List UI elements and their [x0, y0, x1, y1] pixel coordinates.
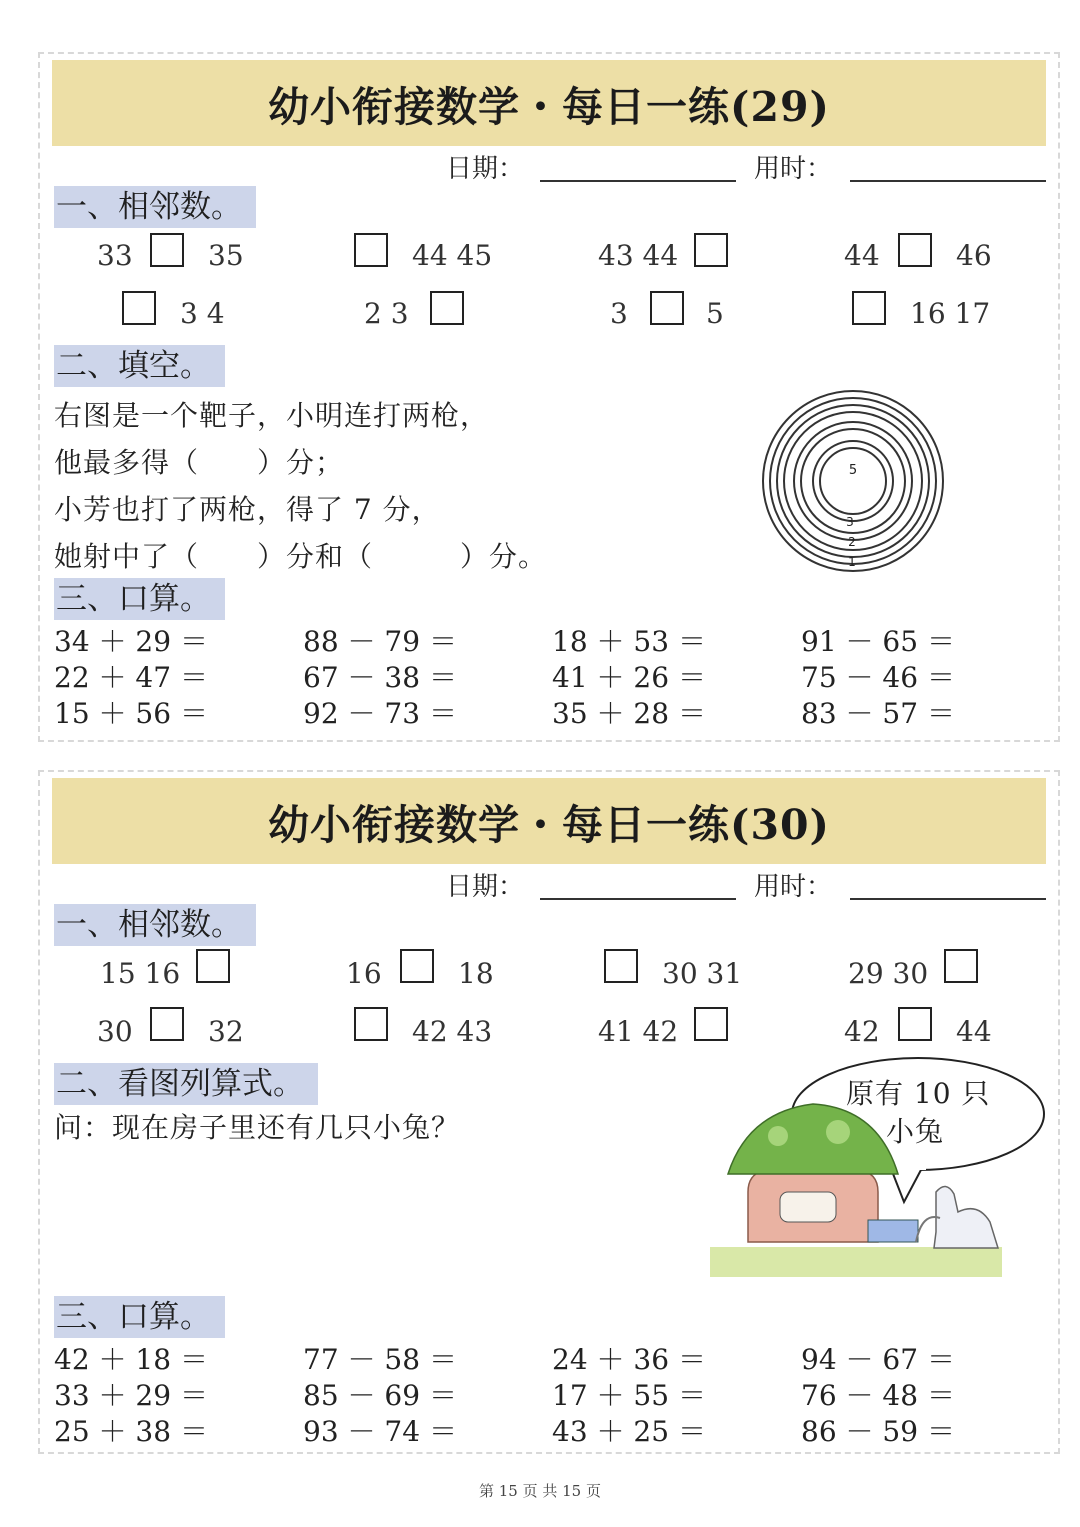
- calc-item: 75 － 46 ＝: [801, 661, 955, 694]
- adjacent-number: 30 31: [662, 957, 743, 990]
- target-label-1: 1: [848, 555, 856, 569]
- adjacent-number: 3 4: [180, 297, 225, 330]
- answer-box[interactable]: [604, 949, 638, 983]
- target-label-3: 3: [846, 515, 854, 529]
- calc-item: 15 ＋ 56 ＝: [54, 697, 208, 730]
- time-blank[interactable]: [850, 148, 1046, 182]
- answer-box[interactable]: [150, 1007, 184, 1041]
- calc-item: 77 － 58 ＝: [303, 1343, 457, 1376]
- adjacent-number: 32: [208, 1015, 244, 1048]
- calc-item: 92 － 73 ＝: [303, 697, 457, 730]
- adjacent-number: 3: [610, 297, 628, 330]
- adjacent-number: 18: [458, 957, 494, 990]
- adjacent-number: 16: [346, 957, 382, 990]
- title-banner: [52, 778, 1046, 864]
- exercise-card-30: [38, 770, 1060, 1454]
- calc-item: 91 － 65 ＝: [801, 625, 955, 658]
- question-line: 问：现在房子里还有几只小兔？: [54, 1111, 461, 1144]
- date-time-row: [40, 148, 1058, 188]
- adjacent-number: 15 16: [100, 957, 181, 990]
- page-title: 幼小衔接数学・每日一练(29): [268, 82, 830, 131]
- adjacent-number: 16 17: [910, 297, 991, 330]
- adjacent-number: 42 43: [412, 1015, 493, 1048]
- question-line: 小芳也打了两枪，得了 7 分，: [54, 493, 441, 526]
- calc-item: 83 － 57 ＝: [801, 697, 955, 730]
- target-diagram: [758, 388, 948, 574]
- exercise-card-29: [38, 52, 1060, 742]
- calc-item: 43 ＋ 25 ＝: [552, 1415, 706, 1448]
- answer-box[interactable]: [650, 291, 684, 325]
- answer-box[interactable]: [944, 949, 978, 983]
- bubble-text-line2: 小兔: [886, 1115, 945, 1148]
- answer-box[interactable]: [898, 1007, 932, 1041]
- time-label: 用时：: [754, 154, 833, 184]
- answer-box[interactable]: [354, 233, 388, 267]
- date-blank[interactable]: [540, 148, 736, 182]
- time-label: 用时：: [754, 872, 833, 902]
- calc-item: 25 ＋ 38 ＝: [54, 1415, 208, 1448]
- date-time-row: [40, 866, 1058, 906]
- calc-item: 85 － 69 ＝: [303, 1379, 457, 1412]
- answer-box[interactable]: [694, 233, 728, 267]
- answer-box[interactable]: [852, 291, 886, 325]
- adjacent-number: 41 42: [598, 1015, 679, 1048]
- title-banner: [52, 60, 1046, 146]
- adjacent-number: 42: [844, 1015, 880, 1048]
- question-line: 她射中了（ ）分和（ ）分。: [54, 540, 548, 573]
- adjacent-number: 44: [844, 239, 880, 272]
- section-picture-equation: 二、看图列算式。: [54, 1063, 318, 1105]
- calc-item: 41 ＋ 26 ＝: [552, 661, 706, 694]
- adjacent-number: 35: [208, 239, 244, 272]
- target-label-2: 2: [848, 535, 856, 549]
- adjacent-number: 29 30: [848, 957, 929, 990]
- question-line: 右图是一个靶子，小明连打两枪，: [54, 399, 490, 432]
- answer-box[interactable]: [898, 233, 932, 267]
- calc-item: 86 － 59 ＝: [801, 1415, 955, 1448]
- calc-item: 76 － 48 ＝: [801, 1379, 955, 1412]
- section-fill-blank: 二、填空。: [54, 345, 225, 387]
- bubble-text-line1: 原有 10 只: [846, 1077, 991, 1110]
- calc-item: 33 ＋ 29 ＝: [54, 1379, 208, 1412]
- calc-item: 67 － 38 ＝: [303, 661, 457, 694]
- answer-box[interactable]: [122, 291, 156, 325]
- adjacent-number: 5: [706, 297, 724, 330]
- adjacent-number: 46: [956, 239, 992, 272]
- calc-item: 94 － 67 ＝: [801, 1343, 955, 1376]
- calc-item: 34 ＋ 29 ＝: [54, 625, 208, 658]
- calc-item: 18 ＋ 53 ＝: [552, 625, 706, 658]
- calc-item: 24 ＋ 36 ＝: [552, 1343, 706, 1376]
- adjacent-number: 44 45: [412, 239, 493, 272]
- calc-item: 42 ＋ 18 ＝: [54, 1343, 208, 1376]
- date-label: 日期：: [446, 154, 525, 184]
- target-label-5: 5: [848, 463, 858, 478]
- page-footer: 第 15 页 共 15 页: [478, 1482, 601, 1500]
- section-mental-math: 三、口算。: [54, 578, 225, 620]
- adjacent-number: 2 3: [364, 297, 409, 330]
- calc-item: 17 ＋ 55 ＝: [552, 1379, 706, 1412]
- adjacent-number: 30: [97, 1015, 133, 1048]
- answer-box[interactable]: [196, 949, 230, 983]
- section-mental-math: 三、口算。: [54, 1296, 225, 1338]
- question-line: 他最多得（ ）分；: [54, 446, 345, 479]
- time-blank[interactable]: [850, 866, 1046, 900]
- date-label: 日期：: [446, 872, 525, 902]
- answer-box[interactable]: [150, 233, 184, 267]
- section-adjacent-numbers: 一、相邻数。: [54, 186, 256, 228]
- answer-box[interactable]: [694, 1007, 728, 1041]
- adjacent-number: 43 44: [598, 239, 679, 272]
- page-title: 幼小衔接数学・每日一练(30): [268, 800, 830, 849]
- adjacent-number: 44: [956, 1015, 992, 1048]
- answer-box[interactable]: [354, 1007, 388, 1041]
- adjacent-number: 33: [97, 239, 133, 272]
- answer-box[interactable]: [430, 291, 464, 325]
- calc-item: 88 － 79 ＝: [303, 625, 457, 658]
- answer-box[interactable]: [400, 949, 434, 983]
- calc-item: 22 ＋ 47 ＝: [54, 661, 208, 694]
- section-adjacent-numbers: 一、相邻数。: [54, 904, 256, 946]
- calc-item: 93 － 74 ＝: [303, 1415, 457, 1448]
- date-blank[interactable]: [540, 866, 736, 900]
- calc-item: 35 ＋ 28 ＝: [552, 697, 706, 730]
